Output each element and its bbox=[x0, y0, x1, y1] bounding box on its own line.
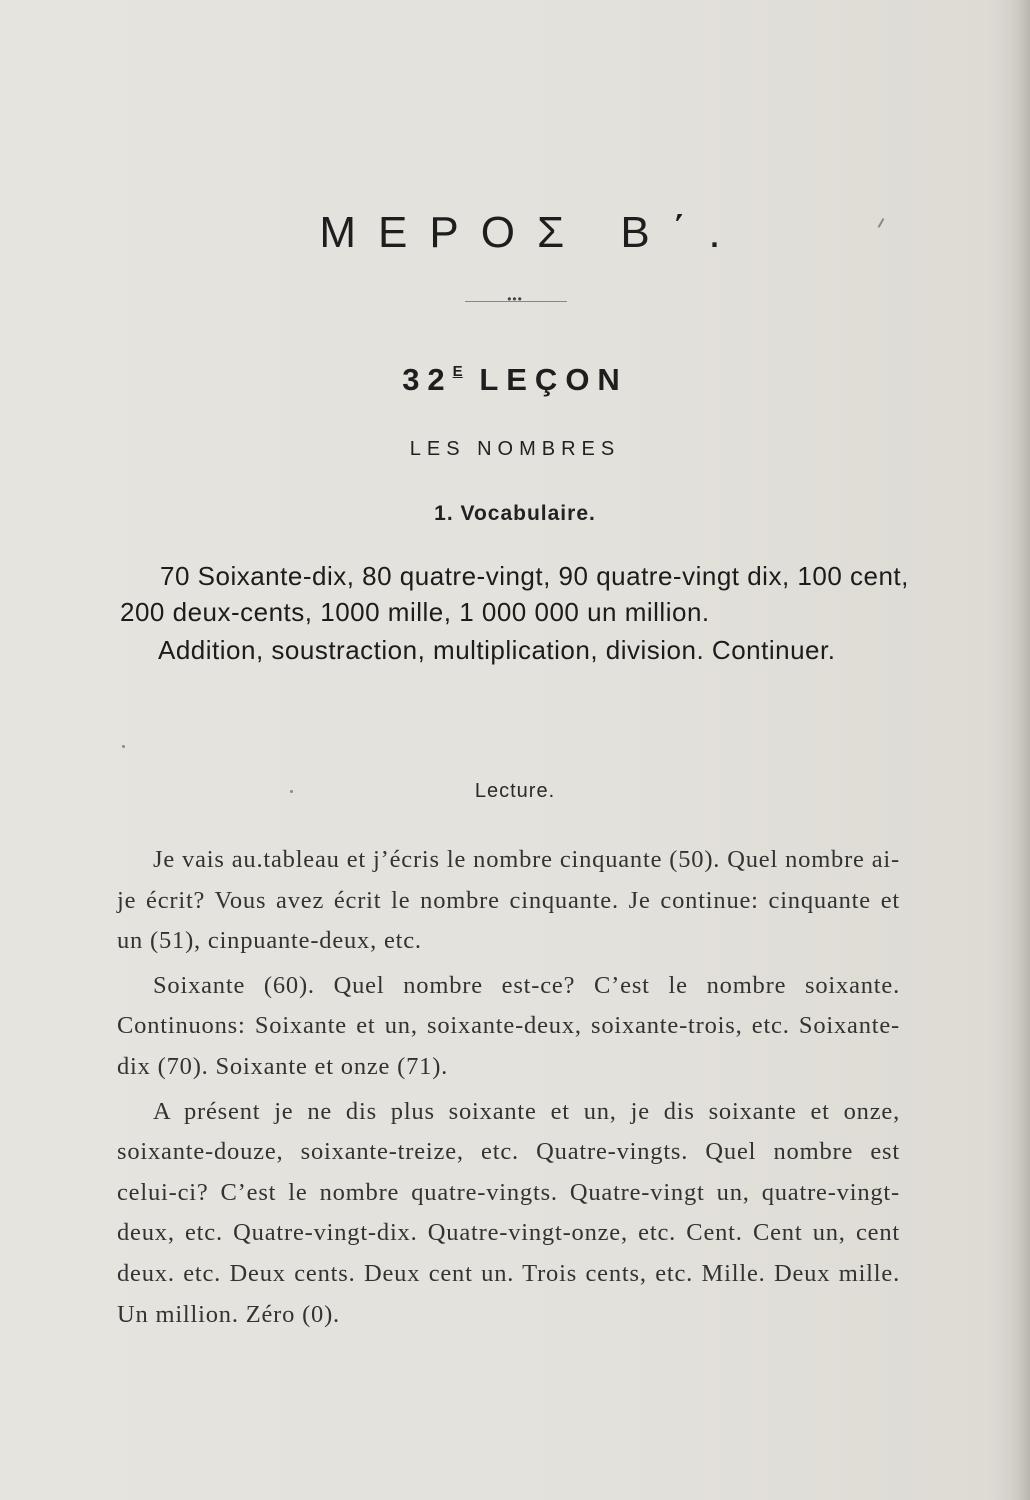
vocabulary-heading: 1. Vocabulaire. bbox=[434, 502, 596, 525]
lesson-number: 32 bbox=[402, 362, 453, 397]
vocabulary-block bbox=[120, 558, 910, 668]
reading-paragraph: A présent je ne dis plus soixante et un, je dis soixante et onze, soixante-douze, soixante-treize, etc. Quatre-vingts. Quel nombre est celui-ci? C’est le nombre quatre-vingts. Quatre-vingt un, quatre-vingt-deux, etc. Quatre-vingt-dix. Quatre-vingt-onze, etc. Cent. Cent un, cent deux. etc. Deux cents. Deux cent un. Trois cents, etc. Mille. Deux mille. Un million. Zéro (0). bbox=[117, 1097, 900, 1328]
lecture-heading: Lecture. bbox=[474, 780, 556, 802]
lesson-word: LEÇON bbox=[479, 362, 628, 397]
paper-speck bbox=[290, 790, 293, 793]
lesson-heading bbox=[0, 362, 1030, 398]
part-title: ΜΕΡΟΣ Β΄. bbox=[319, 208, 743, 257]
lesson-subtitle: LES NOMBRES bbox=[409, 438, 621, 460]
reading-text bbox=[117, 840, 900, 1335]
lesson-number-suffix: E bbox=[452, 363, 463, 380]
vocabulary-operations: Addition, soustraction, multiplication, division. Continuer. bbox=[158, 635, 836, 665]
vocabulary-numbers: 70 Soixante-dix, 80 quatre-vingt, 90 quatre-vingt dix, 100 cent, 200 deux-cents, 1000 mille, 1 000 000 un million. bbox=[120, 561, 909, 627]
reading-paragraph: Soixante (60). Quel nombre est-ce? C’est le nombre soixante. Continuons: Soixante et un, soixante-deux, soixante-trois, etc. Soixante-dix (70). Soixante et onze (71). bbox=[117, 971, 900, 1080]
reading-paragraph: Je vais au.tableau et j’écris le nombre cinquante (50). Quel nombre ai-je écrit? Vous avez écrit le nombre cinquante. Je continue: cinquante et un (51), cinpuante-deux, etc. bbox=[117, 846, 900, 955]
paper-speck bbox=[122, 745, 125, 748]
separator-ornament: ••• bbox=[507, 292, 523, 306]
